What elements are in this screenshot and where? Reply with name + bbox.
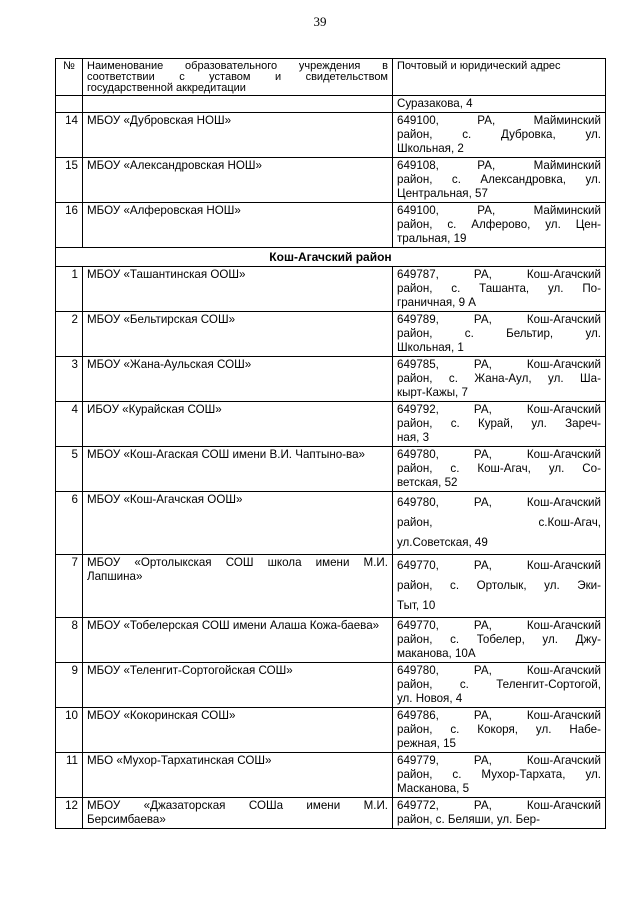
address-line: 649780, РА, Кош-Агачский xyxy=(397,496,601,509)
table-row xyxy=(56,203,606,248)
address-line: район, с. Теленгит-Сортогой, xyxy=(397,678,601,691)
school-address xyxy=(393,753,606,798)
table-row xyxy=(56,798,606,829)
row-number: 4 xyxy=(56,402,83,447)
school-name: МБОУ «Кокоринская СОШ» xyxy=(83,708,393,753)
address-line: граничная, 9 А xyxy=(397,296,477,309)
address-line: ул. Новоя, 4 xyxy=(397,692,463,705)
school-name xyxy=(83,96,393,113)
address-line: район, с. Ташанта, ул. По- xyxy=(397,282,601,295)
section-title: Кош-Агачский район xyxy=(56,248,606,267)
table-row xyxy=(56,113,606,158)
address-line: 649787, РА, Кош-Агачский xyxy=(397,268,601,281)
school-name: ИБОУ «Курайская СОШ» xyxy=(83,402,393,447)
address-line: 649770, РА, Кош-Агачский xyxy=(397,619,601,632)
school-address xyxy=(393,708,606,753)
school-address xyxy=(393,663,606,708)
address-line: район, с. Дубровка, ул. xyxy=(397,128,601,141)
table-row xyxy=(56,708,606,753)
row-number: 15 xyxy=(56,158,83,203)
address-line: кырт-Кажы, 7 xyxy=(397,386,468,399)
school-name: МБОУ «Жана-Аульская СОШ» xyxy=(83,357,393,402)
school-name: МБО «Мухор-Тархатинская СОШ» xyxy=(83,753,393,798)
school-name: МБОУ «Дубровская НОШ» xyxy=(83,113,393,158)
address-line: район, с. Жана-Аул, ул. Ша- xyxy=(397,372,601,385)
row-number: 3 xyxy=(56,357,83,402)
row-number xyxy=(56,96,83,113)
header-number: № xyxy=(56,59,83,96)
row-number: 11 xyxy=(56,753,83,798)
table-row xyxy=(56,357,606,402)
school-address xyxy=(393,203,606,248)
address-line: Школьная, 1 xyxy=(397,341,464,354)
address-line: район, с. Алферово, ул. Цен- xyxy=(397,218,601,231)
address-line: 649792, РА, Кош-Агачский xyxy=(397,403,601,416)
table-row xyxy=(56,267,606,312)
school-name: МБОУ «Теленгит-Сортогойская СОШ» xyxy=(83,663,393,708)
school-name: МБОУ «Ортолыкская СОШ школа имени М.И. Лапшина» xyxy=(83,555,393,618)
address-line: район, с. Александровка, ул. xyxy=(397,173,601,186)
address-line: 649100, РА, Майминский xyxy=(397,204,601,217)
row-number: 9 xyxy=(56,663,83,708)
school-address xyxy=(393,96,606,113)
address-line: район, с.Кош-Агач, xyxy=(397,516,601,529)
address-line: район, с. Кош-Агач, ул. Со- xyxy=(397,462,601,475)
school-address xyxy=(393,555,606,618)
address-line: ная, 3 xyxy=(397,431,430,444)
header-name: Наименование образовательного учреждения в соответствии с уставом и свидетельством государственной аккредитации xyxy=(83,59,393,96)
address-line: район, с. Бельтир, ул. xyxy=(397,327,601,340)
school-name: МБОУ «Кош-Агачская ООШ» xyxy=(83,492,393,555)
address-line: Масканова, 5 xyxy=(397,782,470,795)
row-number: 16 xyxy=(56,203,83,248)
table-row xyxy=(56,312,606,357)
address-line: ветская, 52 xyxy=(397,476,458,489)
address-line: район, с. Курай, ул. Зареч- xyxy=(397,417,601,430)
address-line: маканова, 10А xyxy=(397,647,476,660)
row-number: 7 xyxy=(56,555,83,618)
table-row xyxy=(56,663,606,708)
address-line: 649108, РА, Майминский xyxy=(397,159,601,172)
schools-table-body xyxy=(56,59,606,829)
table-row xyxy=(56,555,606,618)
row-number: 8 xyxy=(56,618,83,663)
address-line: 649780, РА, Кош-Агачский xyxy=(397,448,601,461)
header-address: Почтовый и юридический адрес xyxy=(393,59,606,96)
school-address xyxy=(393,158,606,203)
school-address xyxy=(393,357,606,402)
row-number: 14 xyxy=(56,113,83,158)
school-address xyxy=(393,492,606,555)
table-header-row xyxy=(56,59,606,96)
address-line: тральная, 19 xyxy=(397,232,467,245)
school-address xyxy=(393,402,606,447)
table-row xyxy=(56,618,606,663)
address-line: район, с. Кокоря, ул. Набе- xyxy=(397,723,601,736)
section-row xyxy=(56,248,606,267)
row-number: 12 xyxy=(56,798,83,829)
address-line: район, с. Тобелер, ул. Джу- xyxy=(397,633,601,646)
address-line: режная, 15 xyxy=(397,737,456,750)
address-line: 649772, РА, Кош-Агачский xyxy=(397,799,601,812)
address-line: ул.Советская, 49 xyxy=(397,536,488,549)
row-number: 5 xyxy=(56,447,83,492)
school-name: МБОУ «Бельтирская СОШ» xyxy=(83,312,393,357)
table-row xyxy=(56,447,606,492)
school-name: МБОУ «Ташантинская ООШ» xyxy=(83,267,393,312)
row-number: 2 xyxy=(56,312,83,357)
school-name: МБОУ «Джазаторская СОШа имени М.И. Берсимбаева» xyxy=(83,798,393,829)
table-row xyxy=(56,753,606,798)
row-number: 6 xyxy=(56,492,83,555)
school-address xyxy=(393,312,606,357)
school-name: МБОУ «Александровская НОШ» xyxy=(83,158,393,203)
address-line: 649780, РА, Кош-Агачский xyxy=(397,664,601,677)
address-line: район, с. Ортолык, ул. Эки- xyxy=(397,579,601,592)
school-name: МБОУ «Алферовская НОШ» xyxy=(83,203,393,248)
table-row xyxy=(56,158,606,203)
row-number: 1 xyxy=(56,267,83,312)
address-line: 649785, РА, Кош-Агачский xyxy=(397,358,601,371)
address-line: 649100, РА, Майминский xyxy=(397,114,601,127)
address-line: 649786, РА, Кош-Агачский xyxy=(397,709,601,722)
school-address xyxy=(393,267,606,312)
school-address xyxy=(393,618,606,663)
school-address xyxy=(393,447,606,492)
address-line: Школьная, 2 xyxy=(397,142,464,155)
schools-table xyxy=(55,58,606,829)
page-number: 39 xyxy=(313,14,327,29)
table-row xyxy=(56,402,606,447)
address-line: Тыт, 10 xyxy=(397,599,436,612)
address-line: район, с. Мухор-Тархата, ул. xyxy=(397,768,601,781)
table-row-continuation xyxy=(56,96,606,113)
address-line: Центральная, 57 xyxy=(397,187,488,200)
address-line: 649779, РА, Кош-Агачский xyxy=(397,754,601,767)
address-line: 649789, РА, Кош-Агачский xyxy=(397,313,601,326)
address-line: район, с. Беляши, ул. Бер- xyxy=(397,813,540,826)
school-address xyxy=(393,798,606,829)
school-address xyxy=(393,113,606,158)
address-line: 649770, РА, Кош-Агачский xyxy=(397,559,601,572)
row-number: 10 xyxy=(56,708,83,753)
school-name: МБОУ «Тобелерская СОШ имени Алаша Кожа-баева» xyxy=(83,618,393,663)
table-row xyxy=(56,492,606,555)
school-name: МБОУ «Кош-Агаская СОШ имени В.И. Чаптыно-ва» xyxy=(83,447,393,492)
address-line: Суразакова, 4 xyxy=(397,97,473,110)
